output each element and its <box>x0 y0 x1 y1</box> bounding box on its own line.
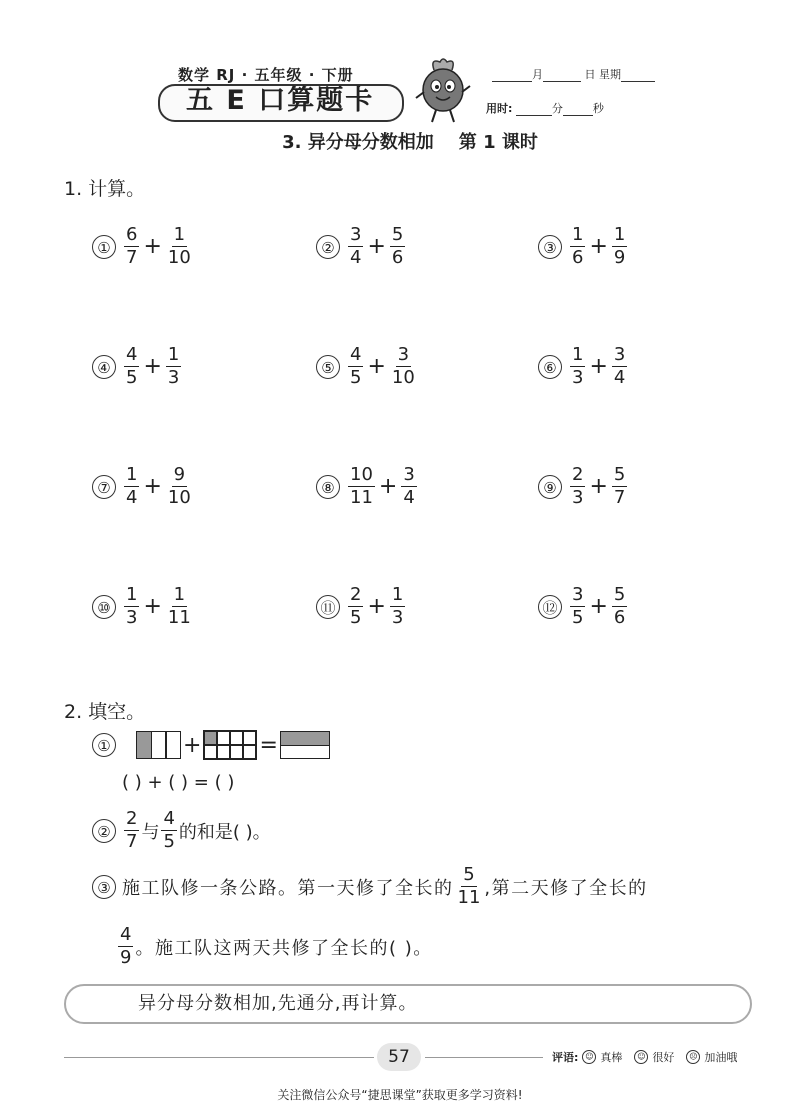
month-label: 月 <box>532 68 543 81</box>
fraction: $\frac{3}{4}$ <box>613 344 626 388</box>
month-blank[interactable] <box>492 69 532 82</box>
footer-divider-left <box>64 1057 374 1058</box>
fraction: $\frac{1}{3}$ <box>391 584 404 628</box>
plus-sign: + <box>367 234 386 259</box>
banner-title: 五 E 口算题卡 <box>186 85 375 116</box>
plus-sign: + <box>589 354 608 379</box>
fraction: $\frac{5}{11}$ <box>457 864 481 908</box>
rating-keep-going: 加油哦 <box>704 1051 738 1064</box>
wechat-notice: 关注微信公众号“捷思课堂”获取更多学习资料! <box>277 1088 523 1102</box>
q1-answer-blanks[interactable]: ( ) + ( ) = ( ) <box>122 772 235 793</box>
fraction: $\frac{6}{7}$ <box>126 224 138 268</box>
problem-item <box>538 224 629 269</box>
fraction: $\frac{4}{5}$ <box>126 344 138 388</box>
minute-label: 分 <box>551 102 563 115</box>
grin-face-icon[interactable]: ☺ <box>582 1050 596 1064</box>
q3-text1: 施工队修一条公路。第一天修了全长的 <box>122 877 454 899</box>
eighths-grid <box>203 730 257 760</box>
plus-sign: + <box>589 594 608 619</box>
plus-sign: + <box>367 354 386 379</box>
rating-good: 很好 <box>652 1051 675 1064</box>
time-line <box>486 100 604 116</box>
problem-item <box>316 344 419 389</box>
sad-face-icon[interactable]: ☹ <box>686 1050 700 1064</box>
minute-blank[interactable] <box>516 103 552 116</box>
problem-item <box>92 584 195 629</box>
subject-line: 数学 RJ · 五年级 · 下册 <box>178 66 354 84</box>
plus-sign: + <box>143 354 162 379</box>
fraction: $\frac{9}{10}$ <box>167 464 191 508</box>
fraction: $\frac{3}{4}$ <box>350 224 362 268</box>
fraction: $\frac{3}{4}$ <box>403 464 415 508</box>
section1-title: 1. 计算。 <box>64 178 146 200</box>
date-line <box>492 66 655 82</box>
mascot-icon <box>412 56 474 126</box>
equals-sign: = <box>259 732 278 758</box>
footer-divider-right <box>425 1057 543 1058</box>
q3-text2: ,第二天修了全长的 <box>484 877 648 899</box>
problem-number: ⑫ <box>538 595 562 619</box>
fraction: $\frac{4}{9}$ <box>120 924 132 968</box>
third-cell <box>165 731 181 759</box>
q3-line1 <box>92 864 648 909</box>
problem-item <box>316 464 419 509</box>
tip-box: 异分母分数相加,先通分,再计算。 <box>64 984 752 1024</box>
fraction: $\frac{5}{6}$ <box>613 584 626 628</box>
second-blank[interactable] <box>563 103 593 116</box>
problem-number: ① <box>92 235 116 259</box>
problem-item <box>316 584 407 629</box>
smile-face-icon[interactable]: ☺ <box>634 1050 648 1064</box>
rating-label: 评语: <box>552 1051 579 1064</box>
fraction: $\frac{1}{3}$ <box>167 344 180 388</box>
problem-item <box>92 224 195 269</box>
weekday-blank[interactable] <box>621 69 655 82</box>
plus-sign: + <box>143 234 162 259</box>
problem-number: ⑪ <box>316 595 340 619</box>
problem-number: ⑧ <box>316 475 340 499</box>
plus-sign: + <box>143 594 162 619</box>
problem-item <box>538 584 629 629</box>
plus-sign: + <box>183 732 202 758</box>
fraction: $\frac{5}{7}$ <box>613 464 626 508</box>
q2-tail[interactable]: 的和是( )。 <box>178 821 271 843</box>
lesson-title: 3. 异分母分数相加 第 1 课时 <box>282 132 538 153</box>
result-rectangle <box>280 731 330 759</box>
fraction: $\frac{1}{6}$ <box>572 224 584 268</box>
plus-sign: + <box>589 474 608 499</box>
q2-line <box>92 808 271 853</box>
fraction: $\frac{2}{3}$ <box>572 464 584 508</box>
fraction: $\frac{1}{4}$ <box>126 464 138 508</box>
problem-number: ③ <box>538 235 562 259</box>
rating-great: 真棒 <box>600 1051 623 1064</box>
day-blank[interactable] <box>543 69 581 82</box>
fraction-diagram-row <box>92 730 330 760</box>
plus-sign: + <box>367 594 386 619</box>
second-label: 秒 <box>592 102 604 115</box>
fraction: $\frac{1}{3}$ <box>126 584 138 628</box>
problem-item <box>92 464 195 509</box>
weekday-label: 星期 <box>599 68 621 81</box>
plus-sign: + <box>589 234 608 259</box>
problem-number: ② <box>316 235 340 259</box>
fraction: $\frac{5}{6}$ <box>391 224 404 268</box>
q2-number: ② <box>92 819 116 843</box>
fraction: $\frac{4}{5}$ <box>350 344 362 388</box>
day-label: 日 <box>584 68 596 81</box>
fraction: $\frac{2}{7}$ <box>126 808 138 852</box>
fraction: $\frac{1}{11}$ <box>167 584 191 628</box>
fraction: $\frac{1}{9}$ <box>613 224 626 268</box>
fraction: $\frac{2}{5}$ <box>350 584 362 628</box>
plus-sign: + <box>143 474 162 499</box>
rating-row <box>552 1049 737 1065</box>
q3-text3[interactable]: 。施工队这两天共修了全长的( )。 <box>135 937 433 959</box>
problem-item <box>538 464 629 509</box>
fraction: $\frac{1}{10}$ <box>167 224 191 268</box>
plus-sign: + <box>378 474 398 499</box>
page-number: 57 <box>377 1043 421 1071</box>
q2-connector: 与 <box>141 821 160 843</box>
problem-number: ⑩ <box>92 595 116 619</box>
fraction: $\frac{3}{10}$ <box>391 344 415 388</box>
fraction: $\frac{3}{5}$ <box>572 584 584 628</box>
problem-item <box>92 344 183 389</box>
q3-number: ③ <box>92 875 116 899</box>
fraction: $\frac{1}{3}$ <box>572 344 584 388</box>
fraction: $\frac{4}{5}$ <box>163 808 175 852</box>
q1-number: ① <box>92 733 116 757</box>
problem-item <box>538 344 629 389</box>
problem-item <box>316 224 407 269</box>
problem-number: ⑨ <box>538 475 562 499</box>
time-label: 用时: <box>486 102 513 115</box>
problem-number: ⑥ <box>538 355 562 379</box>
problem-number: ⑤ <box>316 355 340 379</box>
fraction: $\frac{10}{11}$ <box>350 464 373 508</box>
section2-title: 2. 填空。 <box>64 701 146 723</box>
q3-line2 <box>116 924 433 969</box>
problem-number: ⑦ <box>92 475 116 499</box>
problem-number: ④ <box>92 355 116 379</box>
